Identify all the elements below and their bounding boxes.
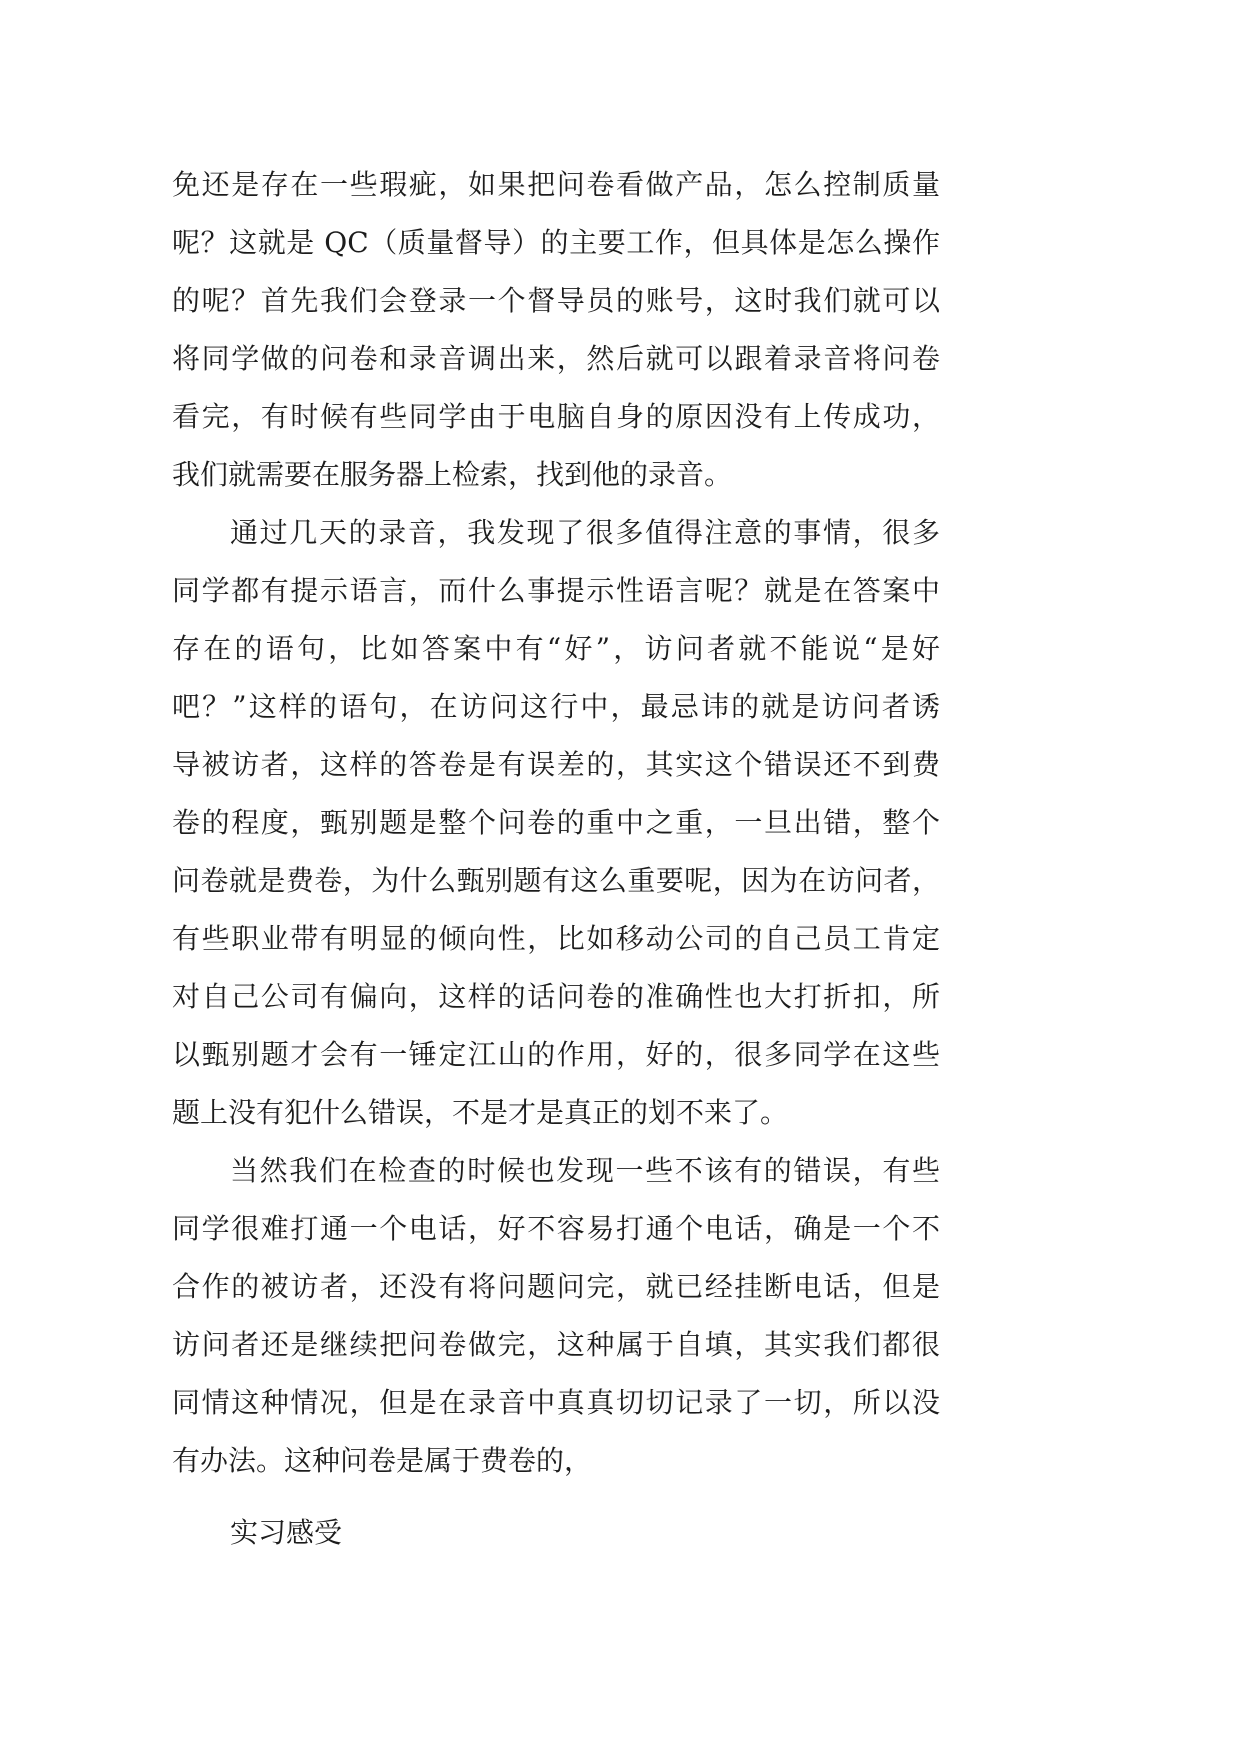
text-line: 同情这种情况，但是在录音中真真切切记录了一切，所以没 [172, 1386, 940, 1419]
text-line: 呢？这就是 QC（质量督导）的主要工作，但具体是怎么操作 [172, 226, 940, 259]
text-line: 卷的程度，甄别题是整个问卷的重中之重，一旦出错，整个 [172, 806, 940, 839]
text-line: 合作的被访者，还没有将问题问完，就已经挂断电话，但是 [172, 1270, 940, 1303]
text-line: 的呢？首先我们会登录一个督导员的账号，这时我们就可以 [172, 284, 940, 317]
section-heading [172, 1504, 940, 1562]
text-line: 以甄别题才会有一锤定江山的作用，好的，很多同学在这些 [172, 1038, 940, 1071]
text-line: 题上没有犯什么错误，不是才是真正的划不来了。 [172, 1096, 789, 1129]
text-line: 免还是存在一些瑕疵，如果把问卷看做产品，怎么控制质量 [172, 168, 940, 201]
document-body [172, 156, 940, 1562]
text-line: 导被访者，这样的答卷是有误差的，其实这个错误还不到费 [172, 748, 940, 781]
text-line: 存在的语句，比如答案中有“好”，访问者就不能说“是好 [172, 632, 940, 665]
text-line: 同学很难打通一个电话，好不容易打通个电话，确是一个不 [172, 1212, 940, 1245]
text-line: 问卷就是费卷，为什么甄别题有这么重要呢，因为在访问者， [172, 864, 940, 897]
text-line: 将同学做的问卷和录音调出来，然后就可以跟着录音将问卷 [172, 342, 940, 375]
section-heading-text: 实习感受 [230, 1516, 343, 1549]
text-line: 有办法。这种问卷是属于费卷的， [172, 1444, 593, 1477]
text-line: 当然我们在检查的时候也发现一些不该有的错误，有些 [230, 1154, 940, 1187]
text-line: 我们就需要在服务器上检索，找到他的录音。 [172, 458, 733, 491]
paragraph-errors [172, 1142, 940, 1490]
text-line: 对自己公司有偏向，这样的话问卷的准确性也大打折扣，所 [172, 980, 940, 1013]
paragraph-qc-intro [172, 156, 940, 504]
text-line: 访问者还是继续把问卷做完，这种属于自填，其实我们都很 [172, 1328, 940, 1361]
text-line: 看完，有时候有些同学由于电脑自身的原因没有上传成功， [172, 400, 940, 433]
text-line: 有些职业带有明显的倾向性，比如移动公司的自己员工肯定 [172, 922, 940, 955]
text-line: 吧？”这样的语句，在访问这行中，最忌讳的就是访问者诱 [172, 690, 940, 723]
paragraph-recording-findings [172, 504, 940, 1142]
text-line: 通过几天的录音，我发现了很多值得注意的事情，很多 [230, 516, 940, 549]
text-line: 同学都有提示语言，而什么事提示性语言呢？就是在答案中 [172, 574, 940, 607]
